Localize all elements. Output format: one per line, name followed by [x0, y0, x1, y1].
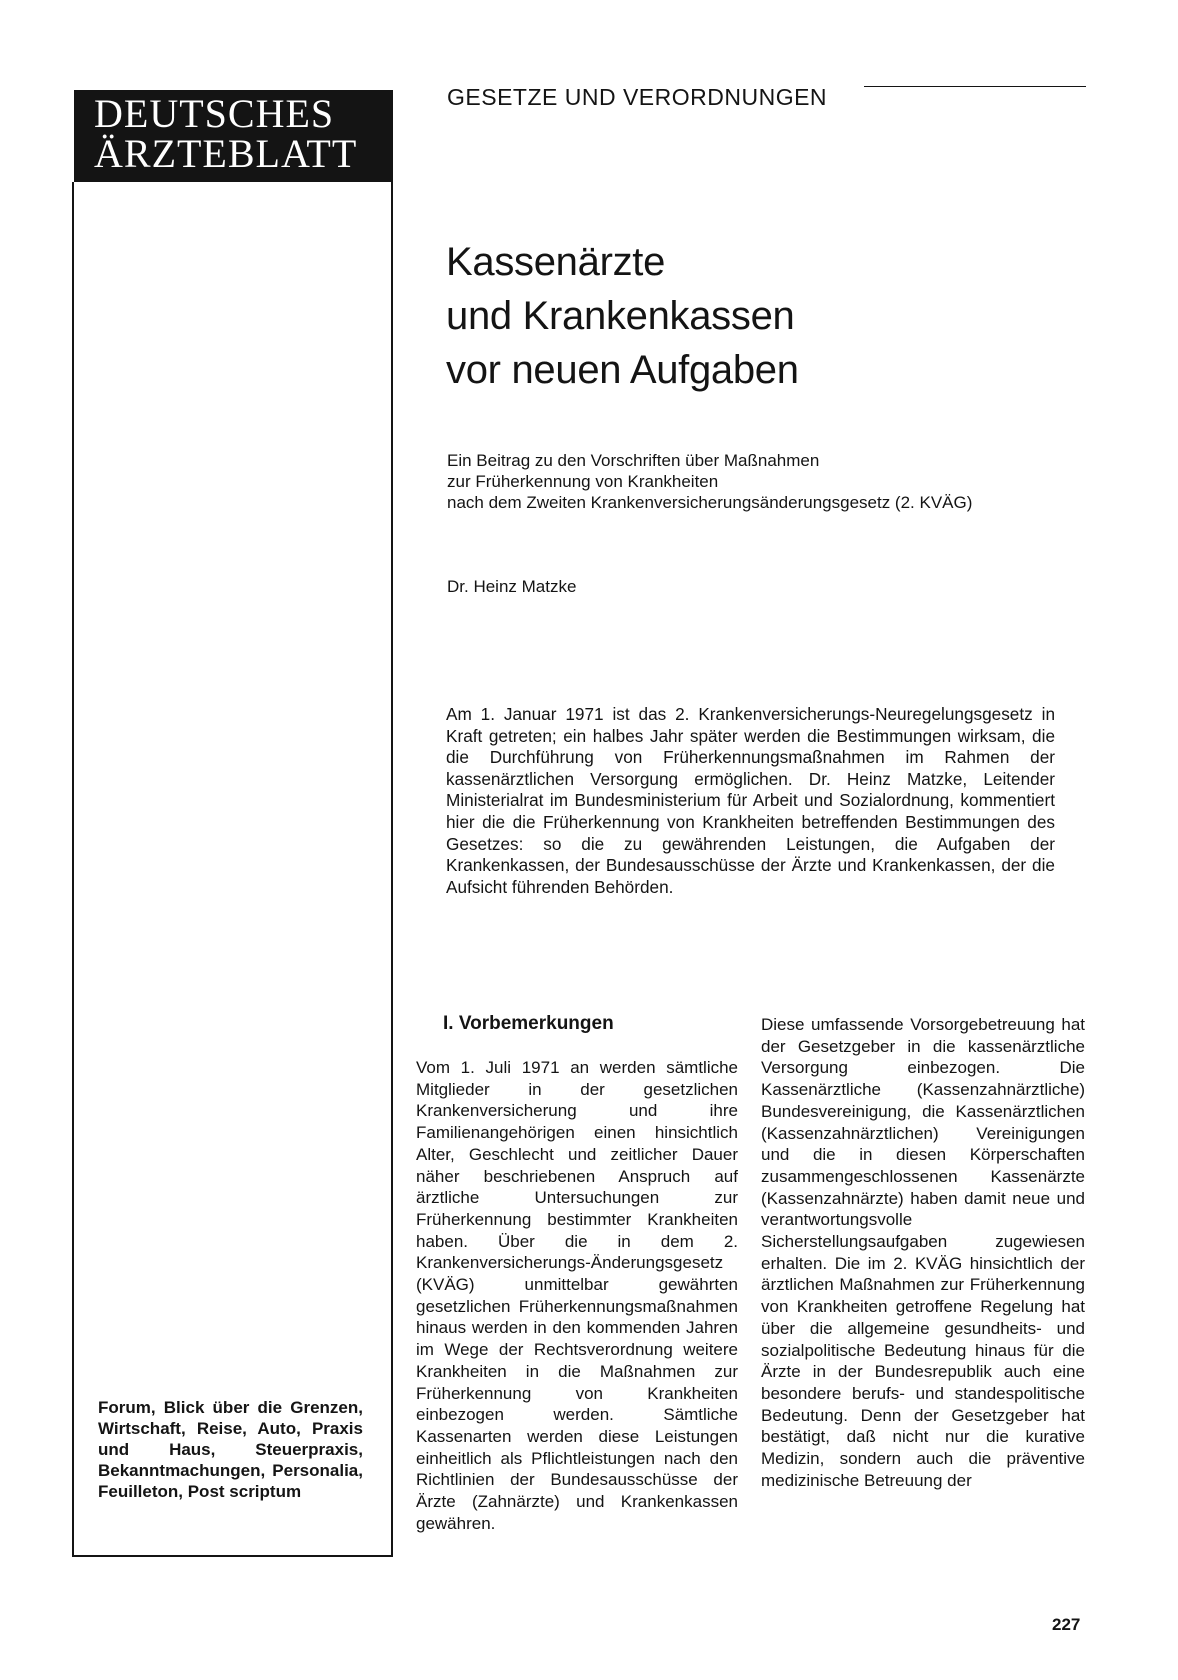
section-heading: I. Vorbemerkungen [443, 1013, 614, 1034]
article-author: Dr. Heinz Matzke [447, 577, 577, 596]
article-title-line: vor neuen Aufgaben [446, 348, 799, 392]
sidebar-frame [72, 182, 393, 1557]
masthead-line-2: ÄRZTEBLATT [94, 131, 358, 176]
article-title-line: Kassenärzte [446, 240, 666, 284]
page-number: 227 [1052, 1615, 1081, 1634]
sidebar-contents: Forum, Blick über die Grenzen, Wirtschaft, Reise, Auto, Praxis und Haus, Steuerpraxis, Bekanntmachungen, Personalia, Feuilleton, Post scriptum [98, 1398, 363, 1501]
article-title [446, 235, 1086, 397]
masthead-line-1: DEUTSCHES [94, 91, 335, 136]
rubric-rule-divider [864, 86, 1086, 87]
section-rubric: GESETZE UND VERORDNUNGEN [447, 84, 828, 110]
article-subtitle-line: nach dem Zweiten Krankenversicherungsänderungsgesetz (2. KVÄG) [447, 493, 973, 512]
masthead-logo [74, 90, 393, 182]
article-subtitle-line: Ein Beitrag zu den Vorschriften über Maßnahmen [447, 451, 820, 470]
article-subtitle-line: zur Früherkennung von Krankheiten [447, 472, 719, 491]
article-lead: Am 1. Januar 1971 ist das 2. Krankenversicherungs-Neuregelungsgesetz in Kraft getreten; ein halbes Jahr später werden die Bestimmungen wirksam, die die Durchführung von Früherkennungsmaßnahmen im Rahmen der kassenärztlichen Versorgung ermöglichen. Dr. Heinz Matzke, Leitender Ministerialrat im Bundesministerium für Arbeit und Sozialordnung, kommentiert hier die die Früherkennung von Krankheiten betreffenden Bestimmungen des Gesetzes: so die zu gewährenden Leistungen, die Aufgaben der Krankenkassen, der Bundesausschüsse der Ärzte und Krankenkassen, der die Aufsicht führenden Behörden. [446, 704, 1055, 897]
article-title-line: und Krankenkassen [446, 294, 795, 338]
article-subtitle [447, 450, 1087, 513]
body-column-2: Diese umfassende Vorsorgebetreuung hat der Gesetzgeber in die kassenärztliche Versorgung einbezogen. Die Kassenärztliche (Kassenzahnärztliche) Bundesvereinigung, die Kassenärztlichen (Kassenzahnärztlichen) Vereinigungen und die in diesen Körperschaften zusammengeschlossenen Kassenärzte (Kassenzahnärzte) haben damit neue und verantwortungsvolle Sicherstellungsaufgaben zugewiesen erhalten. Die im 2. KVÄG hinsichtlich der ärztlichen Maßnahmen zur Früherkennung von Krankheiten getroffene Regelung hat über die allgemeine gesundheits- und sozialpolitische Bedeutung hinaus für die Ärzte in der Bundesrepublik auch eine besondere berufs- und standespolitische Bedeutung. Denn der Gesetzgeber hat bestätigt, daß nicht nur die kurative Medizin, sondern auch die präventive medizinische Betreuung der [761, 1015, 1085, 1490]
body-column-1: Vom 1. Juli 1971 an werden sämtliche Mitglieder in der gesetzlichen Krankenversicherung und ihre Familienangehörigen einen hinsichtlich Alter, Geschlecht und zeitlicher Dauer näher beschriebenen Anspruch auf ärztliche Untersuchungen zur Früherkennung bestimmter Krankheiten haben. Über die in dem 2. Krankenversicherungs-Änderungsgesetz (KVÄG) unmittelbar gewährten gesetzlichen Früherkennungsmaßnahmen hinaus werden in den kommenden Jahren im Wege der Rechtsverordnung weitere Krankheiten in die Maßnahmen zur Früherkennung von Krankheiten einbezogen werden. Sämtliche Kassenarten werden diese Leistungen einheitlich als Pflichtleistungen nach den Richtlinien der Bundesausschüsse der Ärzte (Zahnärzte) und Krankenkassen gewähren. [416, 1058, 738, 1533]
